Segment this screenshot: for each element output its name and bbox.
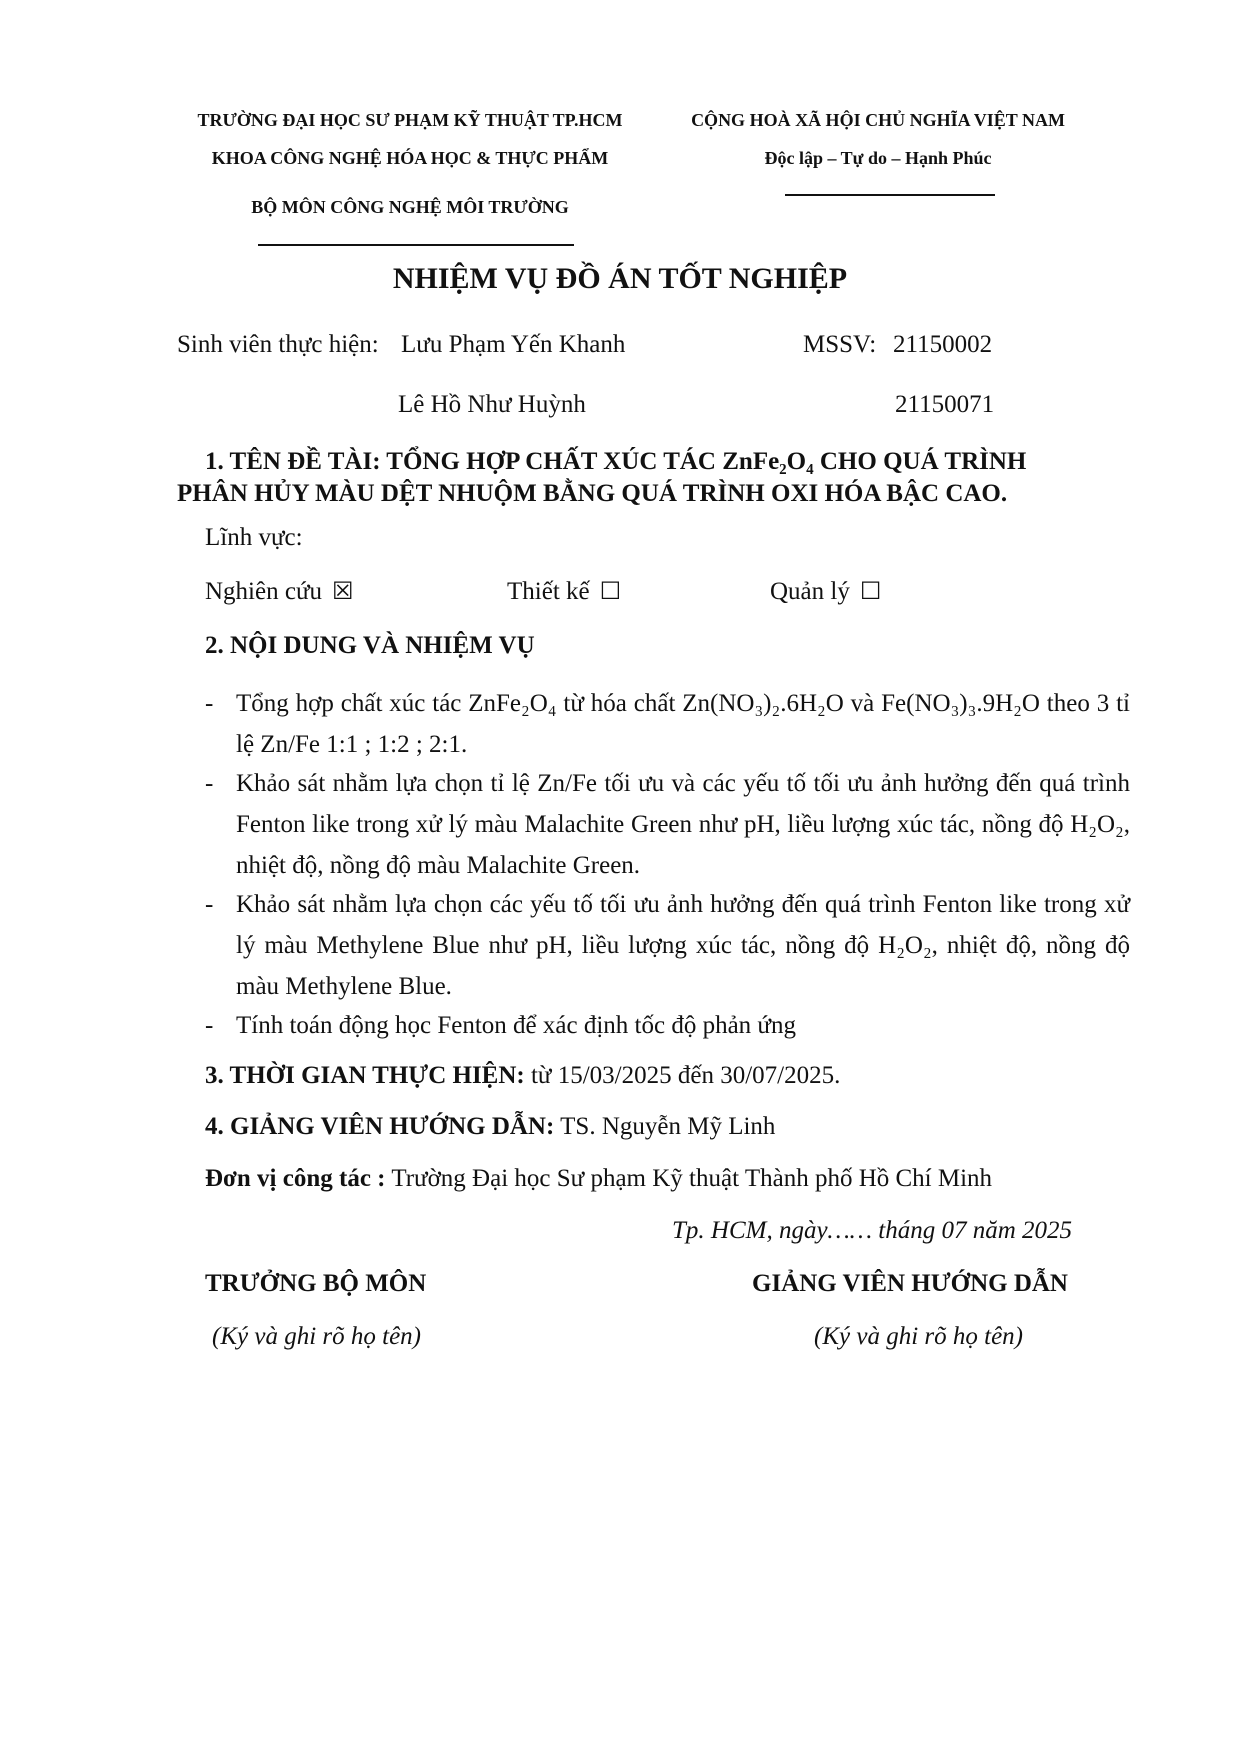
faculty-name: KHOA CÔNG NGHỆ HÓA HỌC & THỰC PHẨM [211, 148, 609, 168]
university-name: TRƯỜNG ĐẠI HỌC SƯ PHẠM KỸ THUẬT TP.HCM [197, 110, 623, 130]
topic-heading-line2: PHÂN HỦY MÀU DỆT NHUỘM BẰNG QUÁ TRÌNH OXI HÓA BẬC CAO. [177, 480, 1008, 507]
field-option-research [205, 577, 354, 606]
head-of-department-title: TRƯỞNG BỘ MÔN [205, 1270, 427, 1297]
student-name-2: Lê Hồ Như Huỳnh [398, 391, 586, 418]
students-label: Sinh viên thực hiện: [177, 331, 379, 358]
workplace-label: Đơn vị công tác : [205, 1165, 386, 1192]
field-option-label: Thiết kế [507, 578, 590, 605]
list-item-text: Khảo sát nhằm lựa chọn các yếu tố tối ưu ảnh hưởng đến quá trình Fenton like trong xử lý màu Methylene Blue như pH, liều lượng xúc tác, nồng độ H₂O₂, nhiệt độ, nồng độ màu Methylene Blue. [236, 891, 1130, 1000]
duration-line [205, 1062, 840, 1090]
list-item [205, 683, 1130, 765]
list-item-text: Khảo sát nhằm lựa chọn tỉ lệ Zn/Fe tối ưu và các yếu tố tối ưu ảnh hưởng đến quá trình Fenton like trong xử lý màu Malachite Green như pH, liều lượng xúc tác, nồng độ H₂O₂, nhiệt độ, nồng độ màu Malachite Green. [236, 770, 1130, 879]
supervisor-line [205, 1113, 775, 1141]
list-item [205, 1005, 1130, 1046]
list-item [205, 884, 1130, 1007]
student-id-1: 21150002 [893, 331, 993, 358]
field-option-label: Quản lý [770, 578, 850, 605]
supervisor-heading: 4. GIẢNG VIÊN HƯỚNG DẪN: [205, 1113, 555, 1140]
header-right-rule [785, 194, 995, 196]
bullet-dash: - [205, 690, 214, 717]
duration-value: từ 15/03/2025 đến 30/07/2025. [530, 1062, 841, 1089]
topic-heading-line1: 1. TÊN ĐỀ TÀI: TỔNG HỢP CHẤT XÚC TÁC ZnFe₂O₄ CHO QUÁ TRÌNH [205, 448, 1027, 475]
department-name: BỘ MÔN CÔNG NGHỆ MÔI TRƯỜNG [251, 197, 569, 217]
empty-box-icon: ☐ [859, 579, 882, 605]
bullet-dash: - [205, 1012, 214, 1039]
document-title: NHIỆM VỤ ĐỒ ÁN TỐT NGHIỆP [392, 262, 848, 295]
empty-box-icon: ☐ [599, 579, 622, 605]
supervisor-signature-title: GIẢNG VIÊN HƯỚNG DẪN [752, 1270, 1068, 1297]
checked-box-icon: ☒ [332, 579, 354, 605]
list-item-text: Tính toán động học Fenton để xác định tốc độ phản ứng [236, 1012, 796, 1039]
content-heading: 2. NỘI DUNG VÀ NHIỆM VỤ [205, 632, 535, 659]
mssv-label: MSSV: [803, 331, 877, 358]
duration-heading: 3. THỜI GIAN THỰC HIỆN: [205, 1062, 525, 1089]
list-item [205, 763, 1130, 886]
field-label: Lĩnh vực: [205, 524, 303, 551]
date-line: Tp. HCM, ngày…… tháng 07 năm 2025 [672, 1217, 1073, 1244]
field-option-design [507, 577, 621, 606]
student-id-2: 21150071 [895, 391, 995, 418]
field-option-management [770, 577, 881, 606]
list-item-text: Tổng hợp chất xúc tác ZnFe₂O₄ từ hóa chất Zn(NO₃)₂.6H₂O và Fe(NO₃)₃.9H₂O theo 3 tỉ lệ Zn/Fe 1:1 ; 1:2 ; 2:1. [236, 690, 1130, 758]
student-name-1: Lưu Phạm Yến Khanh [401, 331, 626, 358]
head-of-department-note: (Ký và ghi rõ họ tên) [212, 1323, 421, 1350]
workplace-line [205, 1165, 992, 1193]
country-name: CỘNG HOÀ XÃ HỘI CHỦ NGHĨA VIỆT NAM [691, 110, 1065, 130]
bullet-dash: - [205, 891, 214, 918]
supervisor-signature-note: (Ký và ghi rõ họ tên) [814, 1323, 1023, 1350]
field-option-label: Nghiên cứu [205, 578, 322, 605]
header-left-rule [258, 244, 574, 246]
supervisor-name: TS. Nguyễn Mỹ Linh [560, 1113, 776, 1140]
workplace-value: Trường Đại học Sư phạm Kỹ thuật Thành phố Hồ Chí Minh [391, 1165, 993, 1192]
bullet-dash: - [205, 770, 214, 797]
country-motto: Độc lập – Tự do – Hạnh Phúc [764, 148, 992, 168]
